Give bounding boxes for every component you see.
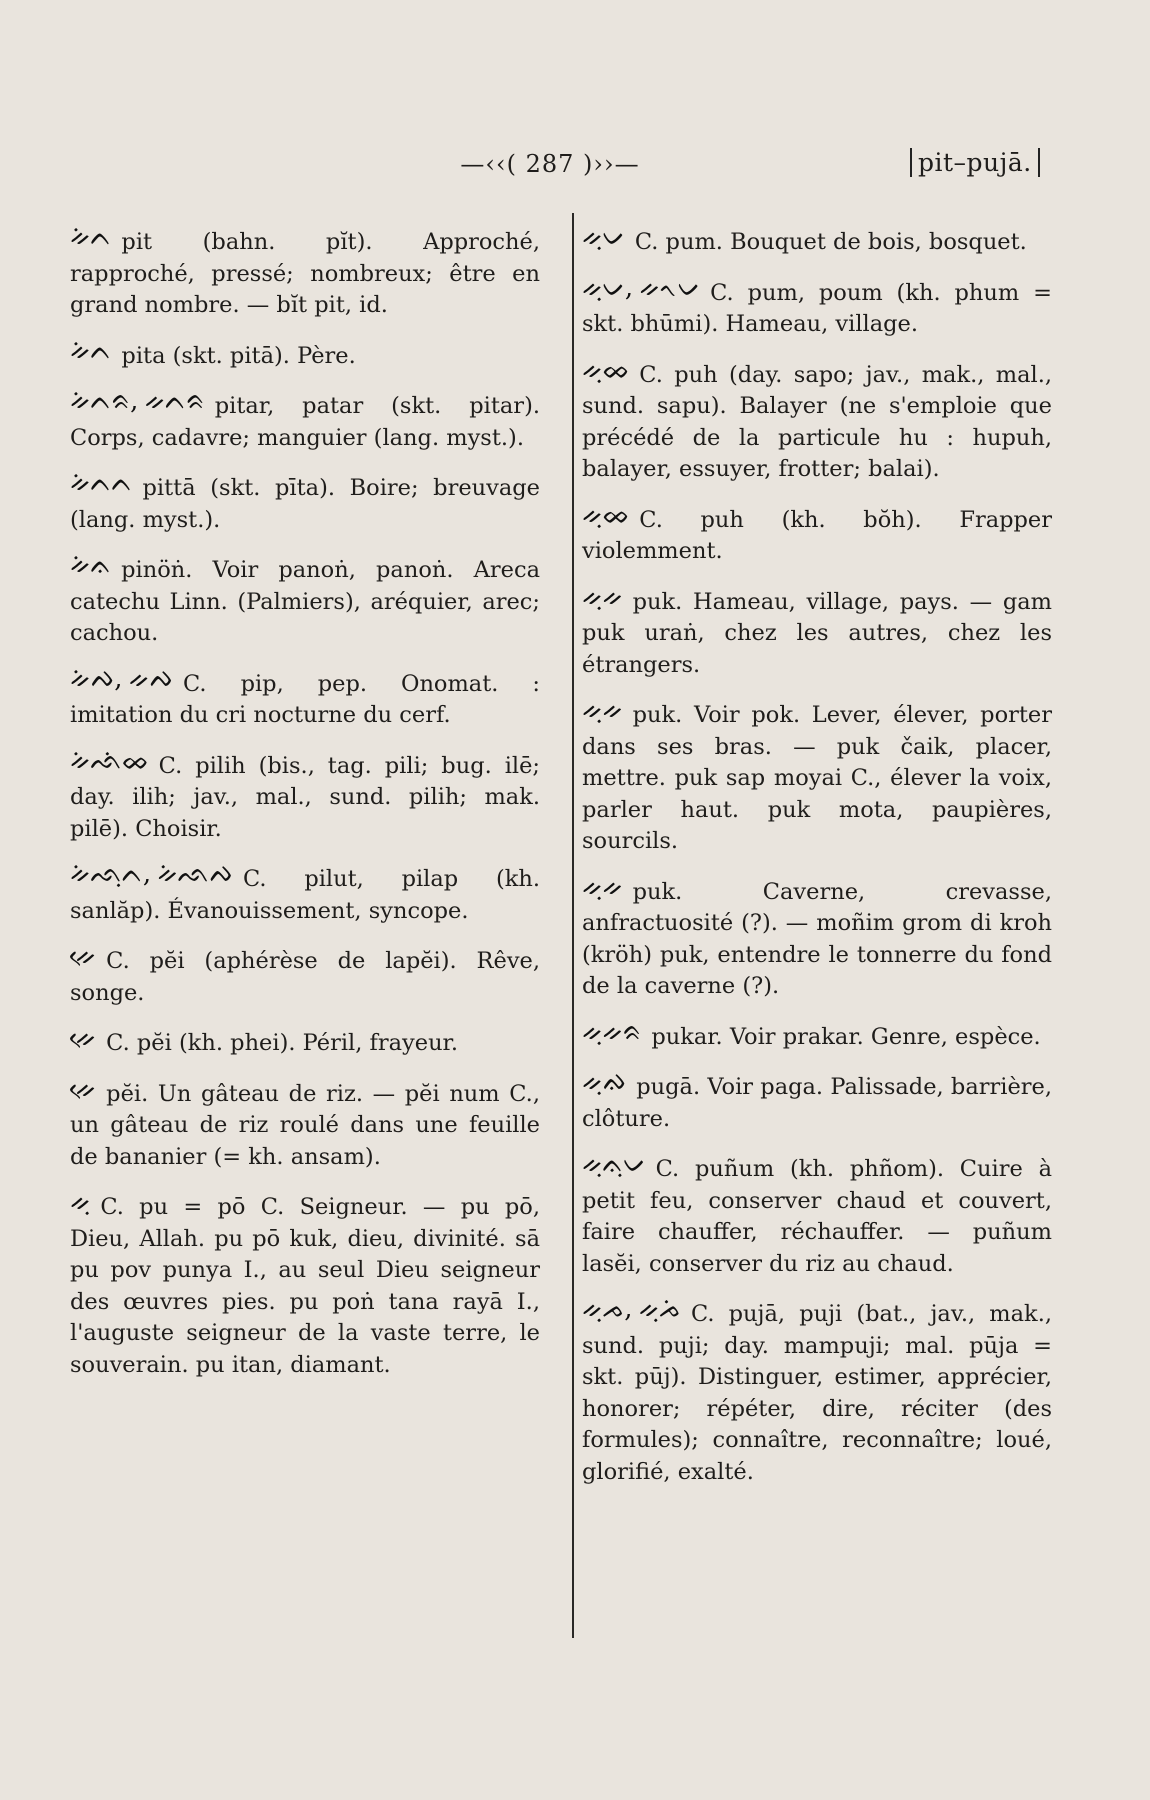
entry-text: puk. Voir pok. Lever, élever, porter dans ses bras. — puk čaik, placer, mettre. puk sap moyai C., élever la voix, parler haut. puk mota, paupières, sourcils. xyxy=(582,702,1052,854)
dictionary-entry xyxy=(70,1023,540,1060)
entry-text: C. pĕi (kh. phei). Péril, frayeur. xyxy=(106,1030,458,1056)
script-glyph: ᨀᨙ xyxy=(70,1073,97,1104)
entry-text: C. pĕi (aphérèse de lapĕi). Rêve, songe. xyxy=(70,948,540,1006)
right-column xyxy=(582,222,1052,1502)
dictionary-entry xyxy=(70,746,540,846)
dictionary-entry xyxy=(582,695,1052,858)
entry-text: pinöṅ. Voir panoṅ, panoṅ. Areca catechu Linn. (Palmiers), aréquier, arec; cachou. xyxy=(70,557,540,646)
dictionary-entry xyxy=(582,1294,1052,1488)
entry-text: C. pum, poum (kh. phum = skt. bhūmi). Hameau, village. xyxy=(582,279,1052,337)
entry-text: C. pip, pep. Onomat. : imitation du cri nocturne du cerf. xyxy=(70,670,540,728)
entry-text: pittā (skt. pīta). Boire; breuvage (lang. myst.). xyxy=(70,475,540,533)
script-glyph: ᨀᨙ xyxy=(70,1023,97,1053)
script-glyph: ᨀᨗᨒᨗᨖ xyxy=(70,745,149,776)
entry-text: pitar, patar (skt. pitar). Corps, cadavre; manguier (lang. myst.). xyxy=(70,393,540,451)
script-glyph: ᨀᨗᨊ xyxy=(70,550,112,580)
entry-text: pita (skt. pitā). Père. xyxy=(121,342,356,369)
script-glyph: ᨀᨘᨆ xyxy=(582,222,625,252)
entry-text: C. pu = pō C. Seigneur. — pu pō, Dieu, Allah. pu pō kuk, dieu, divinité. sā pu pov punya I., au seul Dieu seigneur des œuvres pies. pu poṅ tana rayā I., l'auguste seigneur de la vaste terre, le souverain. pu itan, diamant. xyxy=(70,1194,540,1378)
script-glyph: ᨀᨘ xyxy=(70,1187,91,1217)
dictionary-entry xyxy=(70,468,540,536)
script-glyph: ᨀᨘᨖ xyxy=(582,499,630,530)
dictionary-entry xyxy=(70,336,540,373)
dictionary-entry xyxy=(582,355,1052,486)
entry-text: C. pum. Bouquet de bois, bosquet. xyxy=(634,229,1027,255)
entry-text: pit (bahn. pĭt). Approché, rapproché, pressé; nombreux; être en grand nombre. — bĭt pit, id. xyxy=(70,229,540,318)
script-glyph: ᨀᨘᨁ xyxy=(582,1067,627,1097)
script-glyph: ᨀᨗᨈᨑ, ᨀᨈᨑ xyxy=(70,386,205,416)
script-glyph: ᨀᨗᨒᨘᨈ, ᨀᨗᨒᨄ xyxy=(70,859,233,889)
dictionary-entry xyxy=(582,273,1052,341)
entry-text: C. pilih (bis., tag. pili; bug. ilē; day. ilih; jav., mal., sund. pilih; mak. pilē). Choisir. xyxy=(70,752,540,842)
dictionary-entry xyxy=(70,1074,540,1174)
script-glyph: ᨀᨗᨈᨈ xyxy=(70,468,133,498)
script-glyph: ᨀᨘᨆ, ᨀᨚᨆ xyxy=(582,272,701,303)
dictionary-entry xyxy=(582,222,1052,259)
script-glyph: ᨀᨗᨈ xyxy=(70,222,112,252)
dictionary-entry xyxy=(70,222,540,322)
script-glyph: ᨀᨙ xyxy=(70,941,97,971)
dictionary-entry xyxy=(70,550,540,650)
dictionary-entry xyxy=(582,1067,1052,1135)
dictionary-entry xyxy=(582,582,1052,682)
dictionary-entry xyxy=(582,500,1052,568)
dictionary-entry xyxy=(582,1017,1052,1054)
entry-text: puk. Caverne, crevasse, anfractuosité (?). — moñim grom di kroh (kröh) puk, entendre le tonnerre du fond de la caverne (?). xyxy=(582,878,1052,999)
entry-text: C. pujā, puji (bat., jav., mak., sund. puji; day. mampuji; mal. pūja = skt. pūj). Distinguer, estimer, apprécier, honorer; répéter, dire, réciter (des formules); connaître, reconnaître; loué, glorifié, exalté. xyxy=(582,1301,1052,1485)
entry-text: C. puñum (kh. phñom). Cuire à petit feu, conserver chaud et couvert, faire chauffer, réchauffer. — puñum lasĕi, conserver du riz au chaud. xyxy=(582,1156,1052,1277)
dictionary-entry xyxy=(70,859,540,927)
entry-text: C. puh (day. sapo; jav., mak., mal., sund. sapu). Balayer (ne s'emploie que précédé de la particule hu : hupuh, balayer, essuyer, frotter; balai). xyxy=(582,361,1052,482)
left-column xyxy=(70,222,540,1395)
entry-text: pĕi. Un gâteau de riz. — pĕi num C., un gâteau de riz roulé dans une feuille de bananier (= kh. ansam). xyxy=(70,1080,540,1170)
entry-text: puk. Hameau, village, pays. — gam puk uraṅ, chez les autres, chez les étrangers. xyxy=(582,588,1052,678)
running-head: pit–pujā. xyxy=(910,148,1040,177)
entry-text: pukar. Voir prakar. Genre, espèce. xyxy=(651,1023,1041,1050)
script-glyph: ᨀᨗᨈ xyxy=(70,335,112,366)
entry-text: C. puh (kh. bŏh). Frapper violemment. xyxy=(582,506,1052,564)
entry-text: pugā. Voir paga. Palissade, barrière, clôture. xyxy=(582,1074,1052,1132)
page-number: —‹‹( 287 )››— xyxy=(460,150,640,178)
dictionary-entry xyxy=(70,386,540,454)
dictionary-entry xyxy=(70,664,540,732)
dictionary-entry xyxy=(70,941,540,1009)
script-glyph: ᨀᨘᨖ xyxy=(582,354,630,385)
script-glyph: ᨀᨘᨍ, ᨀᨘᨍᨗ xyxy=(582,1294,681,1324)
script-glyph: ᨀᨘᨀ xyxy=(582,695,623,725)
dictionary-entry xyxy=(582,872,1052,1003)
script-glyph: ᨀᨘᨀ xyxy=(582,581,623,612)
script-glyph: ᨀᨗᨄ, ᨀᨄ xyxy=(70,663,173,694)
script-glyph: ᨀᨘᨀᨑ xyxy=(582,1016,642,1047)
dictionary-entry xyxy=(70,1187,540,1381)
dictionary-entry xyxy=(582,1149,1052,1280)
entry-text: C. pilut, pilap (kh. sanlăp). Évanouissement, syncope. xyxy=(70,866,540,924)
script-glyph: ᨀᨘᨀ xyxy=(582,871,623,902)
column-divider xyxy=(572,213,574,1638)
script-glyph: ᨀᨘᨊᨘᨆ xyxy=(582,1149,646,1179)
